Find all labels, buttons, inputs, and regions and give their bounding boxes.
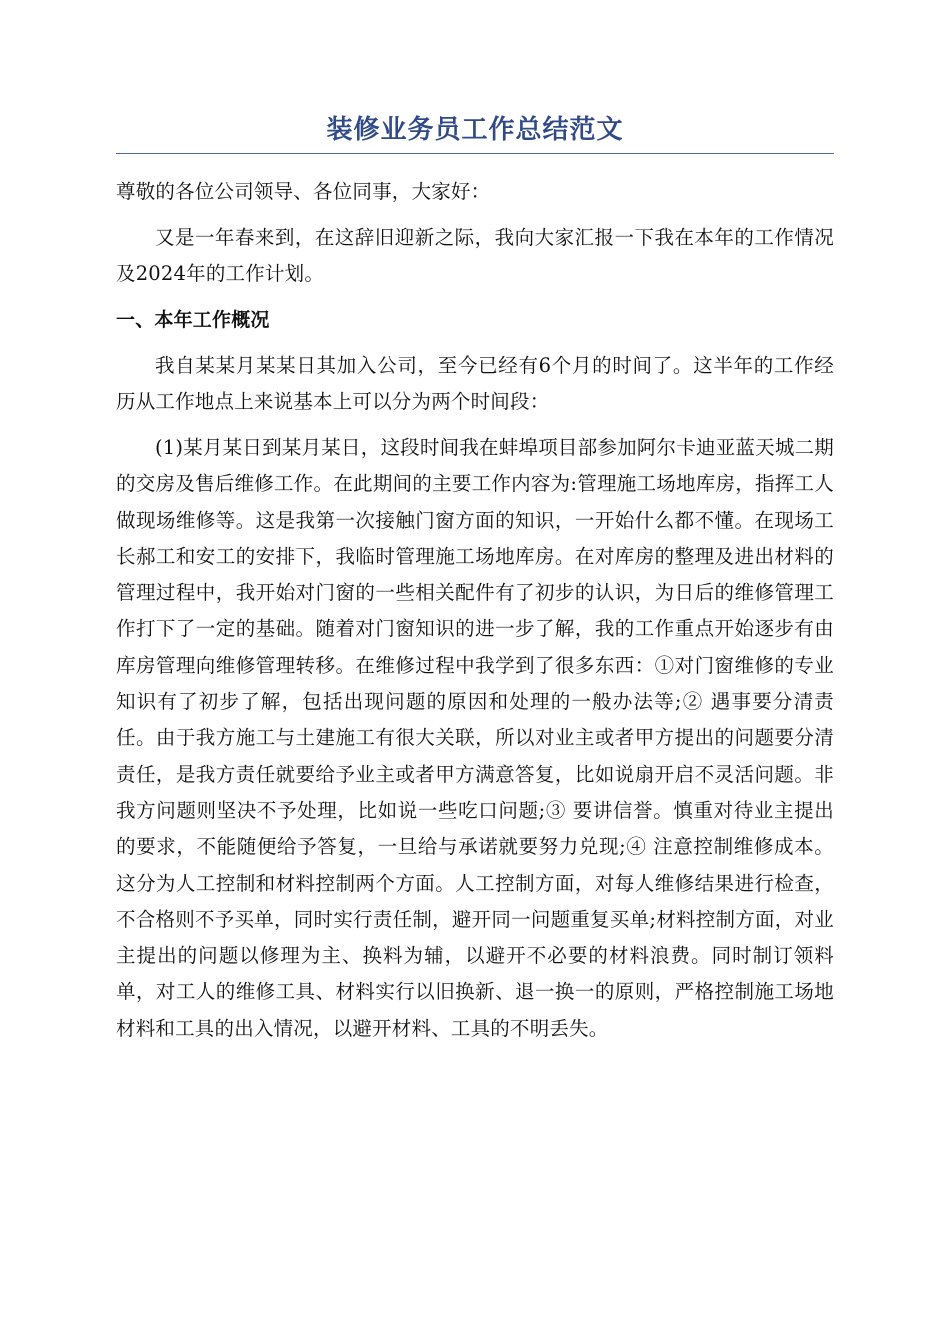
document-page <box>116 112 834 1057</box>
section-heading: 一、本年工作概况 <box>116 309 270 331</box>
document-title: 装修业务员工作总结范文 <box>326 115 624 145</box>
body-paragraph-2: (1)某月某日到某月某日，这段时间我在蚌埠项目部参加阿尔卡迪亚蓝天城二期的交房及售后维修工作。在此期间的主要工作内容为:管理施工场地库房，指挥工人做现场维修等。这是我第一次接触门窗方面的知识，一开始什么都不懂。在现场工长郝工和安工的安排下，我临时管理施工场地库房。在对库房的整理及进出材料的管理过程中，我开始对门窗的一些相关配件有了初步的认识，为日后的维修管理工作打下了一定的基础。随着对门窗知识的进一步了解，我的工作重点开始逐步有由库房管理向维修管理转移。在维修过程中我学到了很多东西：①对门窗维修的专业知识有了初步了解，包括出现问题的原因和处理的一般办法等;② 遇事要分清责任。由于我方施工与土建施工有很大关联，所以对业主或者甲方提出的问题要分清责任，是我方责任就要给予业主或者甲方满意答复，比如说扇开启不灵活问题。非我方问题则坚决不予处理，比如说一些吃口问题;③ 要讲信誉。慎重对待业主提出的要求，不能随便给予答复，一旦给与承诺就要努力兑现;④ 注意控制维修成本。这分为人工控制和材料控制两个方面。人工控制方面，对每人维修结果进行检查，不合格则不予买单，同时实行责任制，避开同一问题重复买单;材料控制方面，对业主提出的问题以修理为主、换料为辅，以避开不必要的材料浪费。同时制订领料单，对工人的维修工具、材料实行以旧换新、退一换一的原则，严格控制施工场地材料和工具的出入情况，以避开材料、工具的不明丢失。 <box>116 436 834 1040</box>
greeting-line: 尊敬的各位公司领导、各位同事，大家好： <box>116 180 491 203</box>
intro-paragraph: 又是一年春来到，在这辞旧迎新之际，我向大家汇报一下我在本年的工作情况及2024年的工作计划。 <box>116 226 834 285</box>
title-underline <box>116 153 834 154</box>
body-paragraph-1: 我自某某月某某日其加入公司，至今已经有6个月的时间了。这半年的工作经历从工作地点上来说基本上可以分为两个时间段： <box>116 354 834 413</box>
